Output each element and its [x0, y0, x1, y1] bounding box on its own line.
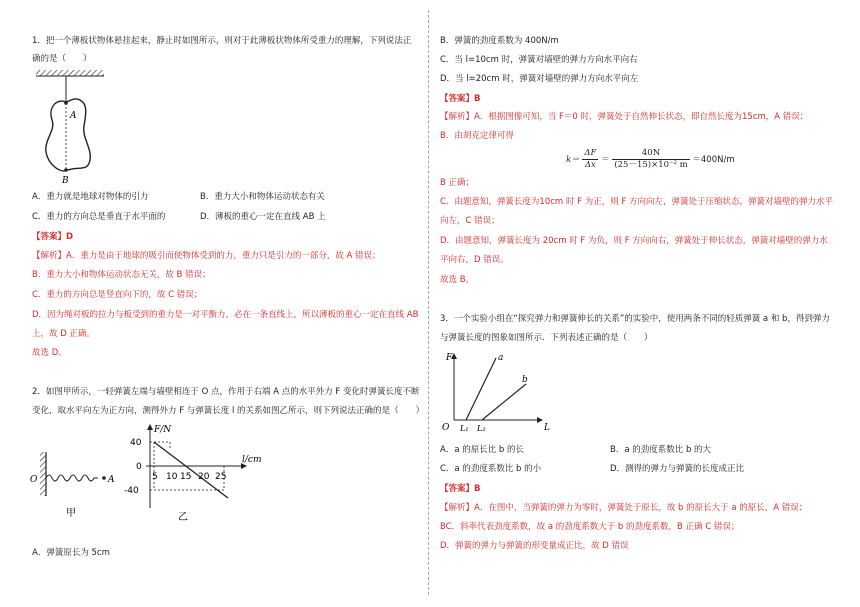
column-divider — [428, 10, 429, 595]
label-o: O — [30, 475, 38, 485]
q2-analysis-c-line1: C．由题意知，弹簧长度为10cm 时 F 为正，则 F 方向向左，弹簧处于压缩状态，弹簧对墙壁的弹力水平 — [440, 197, 833, 207]
q1-conclusion: 故选 D。 — [32, 348, 67, 358]
point-a — [102, 476, 106, 480]
line-a-label: a — [498, 353, 504, 363]
q2-option-c: C．当 l=10cm 时，弹簧对墙壁的弹力方向水平向右 — [440, 55, 638, 65]
q2-stem-line1: 2．如图甲所示，一轻弹簧左端与墙壁相连于 O 点，作用于右端 A 点的水平外力 F 变化时弹簧长度不断 — [32, 387, 420, 397]
frac2-den: (25－15)×10⁻² m — [614, 160, 688, 170]
tick-l2: L₂ — [477, 424, 486, 433]
frac2-num: 40N — [612, 148, 689, 160]
q2-analysis-a: 【解析】A．根据图像可知，当 F＝0 时，弹簧处于自然伸长状态，即自然长度为15cm，A 错误； — [440, 112, 809, 122]
x-label: L — [544, 423, 550, 433]
q3-answer: 【答案】B — [440, 484, 481, 494]
q2-option-a: A．弹簧原长为 5cm — [32, 548, 110, 558]
y-tick-0: 0 — [136, 462, 142, 472]
caption-yi: 乙 — [178, 512, 188, 523]
q1-analysis-d-line1: D．因为绳对板的拉力与板受到的重力是一对平衡力，必在一条直线上，所以薄板的重心一定在直线 AB — [32, 310, 419, 320]
q1-hanging-plate-figure — [36, 68, 106, 188]
label-b: B — [62, 176, 69, 186]
q2-conclusion: 故选 B。 — [440, 275, 475, 285]
label-a: A — [70, 111, 77, 121]
q2-analysis-d-line2: 平向右，D 错误。 — [440, 255, 509, 265]
frac1-num: ΔF — [584, 148, 597, 158]
line-b — [482, 384, 526, 420]
formula-frac2 — [612, 148, 689, 171]
q2-hooke-formula — [566, 146, 735, 174]
q1-option-a: A．重力就是地球对物体的引力 — [32, 192, 149, 202]
x-tick-15: 15 — [180, 472, 192, 482]
origin-label: O — [442, 423, 450, 433]
ceiling-hatch — [36, 70, 104, 76]
q2-answer: 【答案】B — [440, 94, 481, 104]
left-column — [0, 0, 428, 607]
q1-answer: 【答案】D — [32, 232, 74, 242]
frac1-den: Δx — [584, 160, 596, 170]
q3-option-a: A．a 的原长比 b 的长 — [440, 445, 525, 455]
q3-option-b: B．a 的劲度系数比 b 的大 — [610, 445, 712, 455]
spring-coil — [46, 475, 98, 481]
q2-figure-jia — [28, 450, 118, 522]
q2-stem-line2: 变化，取水平向左为正方向，测得外力 F 与弹簧长度 l 的关系如图乙所示，则下列说法正确的是（ ） — [32, 406, 425, 416]
q1-analysis-d-line2: 上，故 D 正确。 — [32, 329, 95, 339]
q1-stem-line2: 确的是（ ） — [32, 54, 92, 64]
y-tick-40: 40 — [130, 438, 142, 448]
q2-analysis-b: B．由胡克定律可得 — [440, 131, 514, 141]
y-axis-label: F/N — [154, 425, 172, 435]
caption-jia: 甲 — [66, 508, 76, 519]
q3-stem-line1: 3．一个实验小组在“探究弹力和弹簧伸长的关系”的实验中，使用两条不同的轻质弹簧 a 和 b，得到弹力 — [440, 314, 830, 324]
x-tick-25: 25 — [215, 472, 227, 482]
q3-stem-line2: 与弹簧长度的图象如图所示．下列表述正确的是（ ） — [440, 333, 653, 343]
x-tick-20: 20 — [198, 472, 210, 482]
formula-lhs: k＝ — [566, 155, 580, 165]
formula-frac1 — [582, 148, 598, 171]
tick-l1: L₁ — [460, 424, 469, 433]
right-column — [430, 0, 860, 607]
q2-option-d: D．当 l=20cm 时，弹簧对墙壁的弹力方向水平向左 — [440, 74, 639, 84]
q1-analysis-b: B．重力大小和物体运动状态无关，故 B 错误； — [32, 270, 211, 280]
formula-eq: ＝ — [601, 155, 610, 165]
q1-option-c: C．重力的方向总是垂直于水平面的 — [32, 212, 166, 222]
q3-spring-graph — [434, 348, 554, 436]
q2-analysis-c-line2: 向左，C 错误； — [440, 216, 500, 226]
q1-option-d: D．薄板的重心一定在直线 AB 上 — [200, 212, 326, 222]
q3-option-c: C．a 的劲度系数比 b 的小 — [440, 464, 542, 474]
irregular-plate — [46, 99, 90, 171]
x-tick-10: 10 — [166, 472, 178, 482]
line-b-label: b — [522, 375, 528, 385]
formula-rhs: ＝400N/m — [692, 155, 735, 165]
y-label: F — [446, 353, 453, 363]
q1-analysis-a: 【解析】A．重力是由于地球的吸引而使物体受到的力，重力只是引力的一部分，故 A 错误； — [32, 251, 381, 261]
q3-analysis-bc: BC．斜率代表劲度系数，故 a 的劲度系数大于 b 的劲度系数，B 正确 C 错误； — [440, 522, 740, 532]
wall-hatch — [40, 452, 46, 496]
q2-figure-yi — [118, 420, 278, 528]
x-axis-label: l/cm — [242, 455, 262, 465]
line-a — [466, 358, 496, 420]
q1-analysis-c: C．重力的方向总是竖直向下的，故 C 错误； — [32, 290, 203, 300]
q3-analysis-a: 【解析】A．在图中，当弹簧的弹力为零时，弹簧处于原长，故 b 的原长大于 a 的原长，A 错误； — [440, 503, 808, 513]
x-tick-5: 5 — [152, 472, 158, 482]
q2-option-b: B．弹簧的劲度系数为 400N/m — [440, 36, 559, 46]
q2-b-correct: B 正确； — [440, 178, 475, 188]
q2-analysis-d-line1: D．由题意知，弹簧长度为 20cm 时 F 为负，则 F 方向向右，弹簧处于伸长状态，弹簧对墙壁的弹力水 — [440, 236, 828, 246]
y-tick-neg40: -40 — [124, 486, 139, 496]
label-a: A — [108, 475, 115, 485]
q3-option-d: D．测得的弹力与弹簧的长度成正比 — [610, 464, 745, 474]
q1-option-b: B．重力大小和物体运动状态有关 — [200, 192, 325, 202]
q1-stem-line1: 1．把一个薄板状物体悬挂起来，静止时如图所示，则对于此薄板状物体所受重力的理解，下列说法正 — [32, 36, 412, 46]
q3-analysis-d: D．弹簧的弹力与弹簧的形变量成正比，故 D 错误 — [440, 541, 629, 551]
